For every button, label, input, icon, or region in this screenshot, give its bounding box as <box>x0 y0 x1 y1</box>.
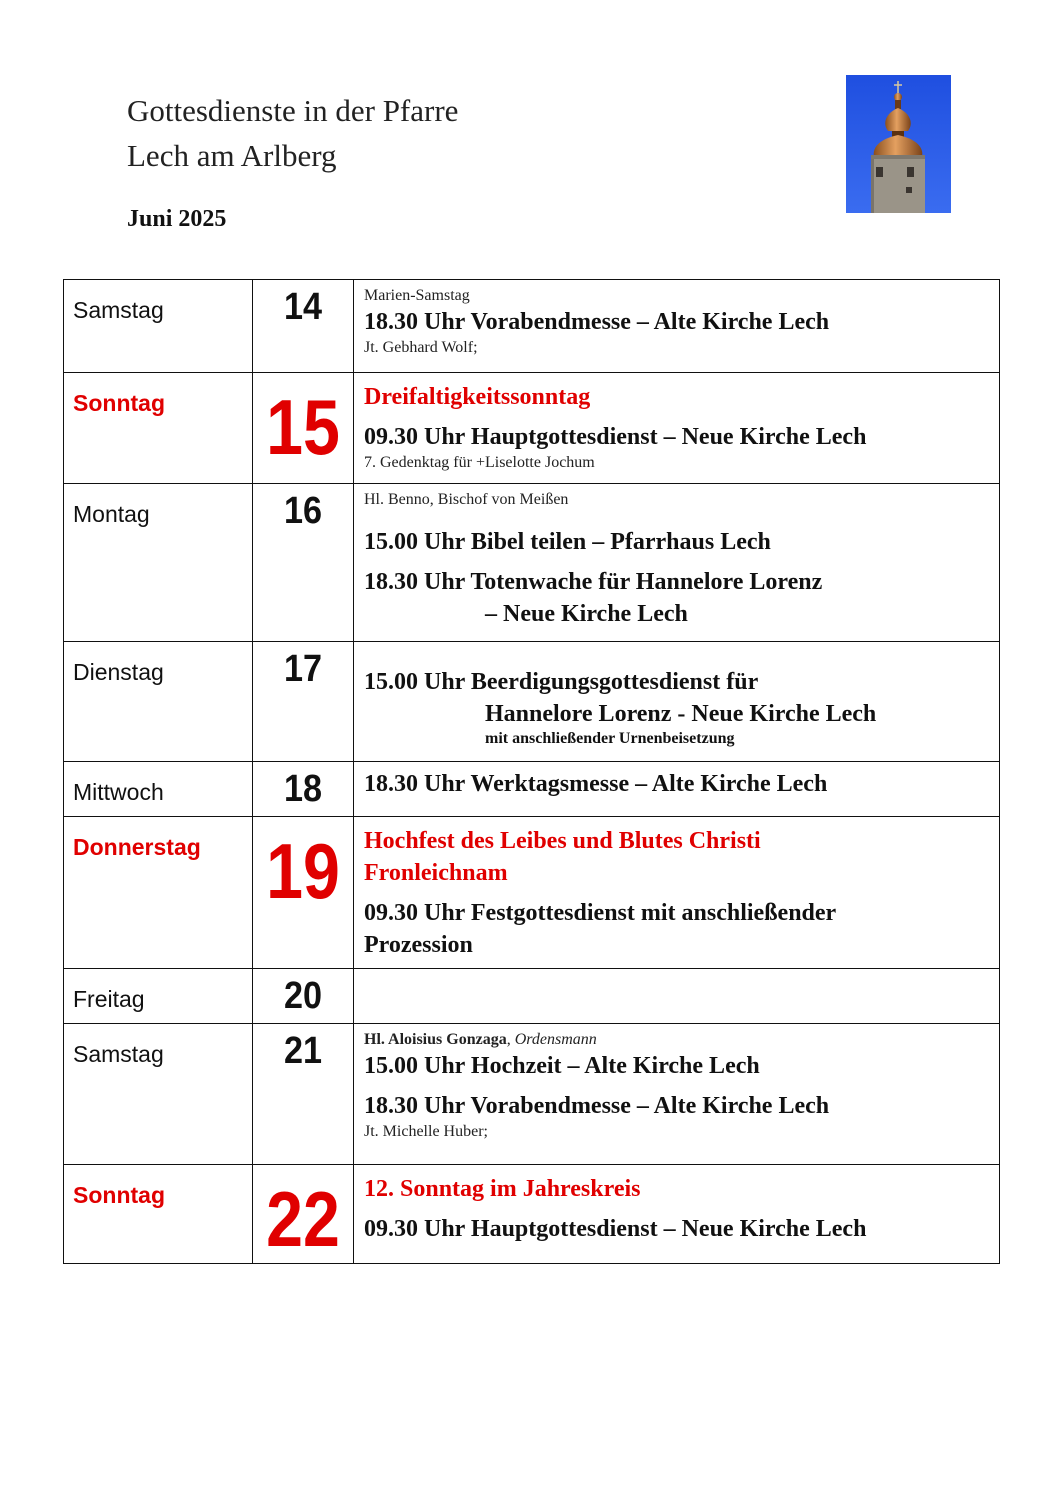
weekday: Montag <box>73 501 150 527</box>
weekday: Mittwoch <box>73 779 164 805</box>
page-title <box>127 88 458 178</box>
church-tower-image <box>846 75 951 213</box>
day-number: 14 <box>283 286 323 328</box>
service-line: 18.30 Uhr Werktagsmesse – Alte Kirche Lech <box>364 771 828 797</box>
month-heading: Juni 2025 <box>127 206 227 232</box>
intention-note: Jt. Michelle Huber; <box>364 1123 488 1140</box>
title-line-1: Gottesdienste in der Pfarre <box>127 93 459 128</box>
table-row <box>64 484 1000 642</box>
weekday: Samstag <box>73 1041 164 1067</box>
service-line-continued: Prozession <box>364 932 473 958</box>
day-number: 17 <box>283 648 323 690</box>
table-row <box>64 969 1000 1024</box>
weekday: Sonntag <box>73 390 165 416</box>
schedule-table <box>63 279 1000 1264</box>
weekday: Donnerstag <box>73 834 201 860</box>
day-number: 19 <box>266 827 340 915</box>
service-line: 18.30 Uhr Vorabendmesse – Alte Kirche Lech <box>364 1093 830 1119</box>
service-line: 09.30 Uhr Hauptgottesdienst – Neue Kirche Lech <box>364 424 867 450</box>
service-line: 18.30 Uhr Totenwache für Hannelore Lorenz <box>364 569 823 595</box>
weekday: Freitag <box>73 986 145 1012</box>
service-line: 18.30 Uhr Vorabendmesse – Alte Kirche Lech <box>364 309 830 335</box>
table-row <box>64 280 1000 373</box>
table-row <box>64 817 1000 969</box>
title-line-2: Lech am Arlberg <box>127 138 337 173</box>
liturgical-note: Hl. Aloisius Gonzaga, Ordensmann <box>364 1031 597 1048</box>
service-line-continued: Hannelore Lorenz - Neue Kirche Lech <box>485 701 877 727</box>
day-number: 22 <box>266 1175 340 1263</box>
day-number: 18 <box>283 768 323 810</box>
service-line: 15.00 Uhr Hochzeit – Alte Kirche Lech <box>364 1053 760 1079</box>
feast-subtitle: Fronleichnam <box>364 860 508 886</box>
table-row <box>64 1165 1000 1264</box>
liturgical-note: Hl. Benno, Bischof von Meißen <box>364 491 569 508</box>
feast-title: Hochfest des Leibes und Blutes Christi <box>364 828 761 854</box>
service-line: 09.30 Uhr Festgottesdienst mit anschließender <box>364 900 837 926</box>
service-note: mit anschließender Urnenbeisetzung <box>485 730 735 747</box>
day-number: 15 <box>266 383 340 471</box>
table-row <box>64 373 1000 484</box>
service-line: 09.30 Uhr Hauptgottesdienst – Neue Kirche Lech <box>364 1216 867 1242</box>
liturgical-note: Marien-Samstag <box>364 287 470 304</box>
service-line-continued: – Neue Kirche Lech <box>485 601 688 627</box>
weekday: Dienstag <box>73 659 164 685</box>
table-row <box>64 1024 1000 1165</box>
intention-note: Jt. Gebhard Wolf; <box>364 339 478 356</box>
table-row <box>64 762 1000 817</box>
intention-note: 7. Gedenktag für +Liselotte Jochum <box>364 454 595 471</box>
day-number: 21 <box>283 1030 323 1072</box>
day-number: 20 <box>283 975 323 1017</box>
service-line: 15.00 Uhr Bibel teilen – Pfarrhaus Lech <box>364 529 771 555</box>
feast-title: 12. Sonntag im Jahreskreis <box>364 1176 641 1202</box>
weekday: Sonntag <box>73 1182 165 1208</box>
service-line: 15.00 Uhr Beerdigungsgottesdienst für <box>364 669 759 695</box>
weekday: Samstag <box>73 297 164 323</box>
feast-title: Dreifaltigkeitssonntag <box>364 384 591 410</box>
table-row <box>64 642 1000 762</box>
day-number: 16 <box>283 490 323 532</box>
